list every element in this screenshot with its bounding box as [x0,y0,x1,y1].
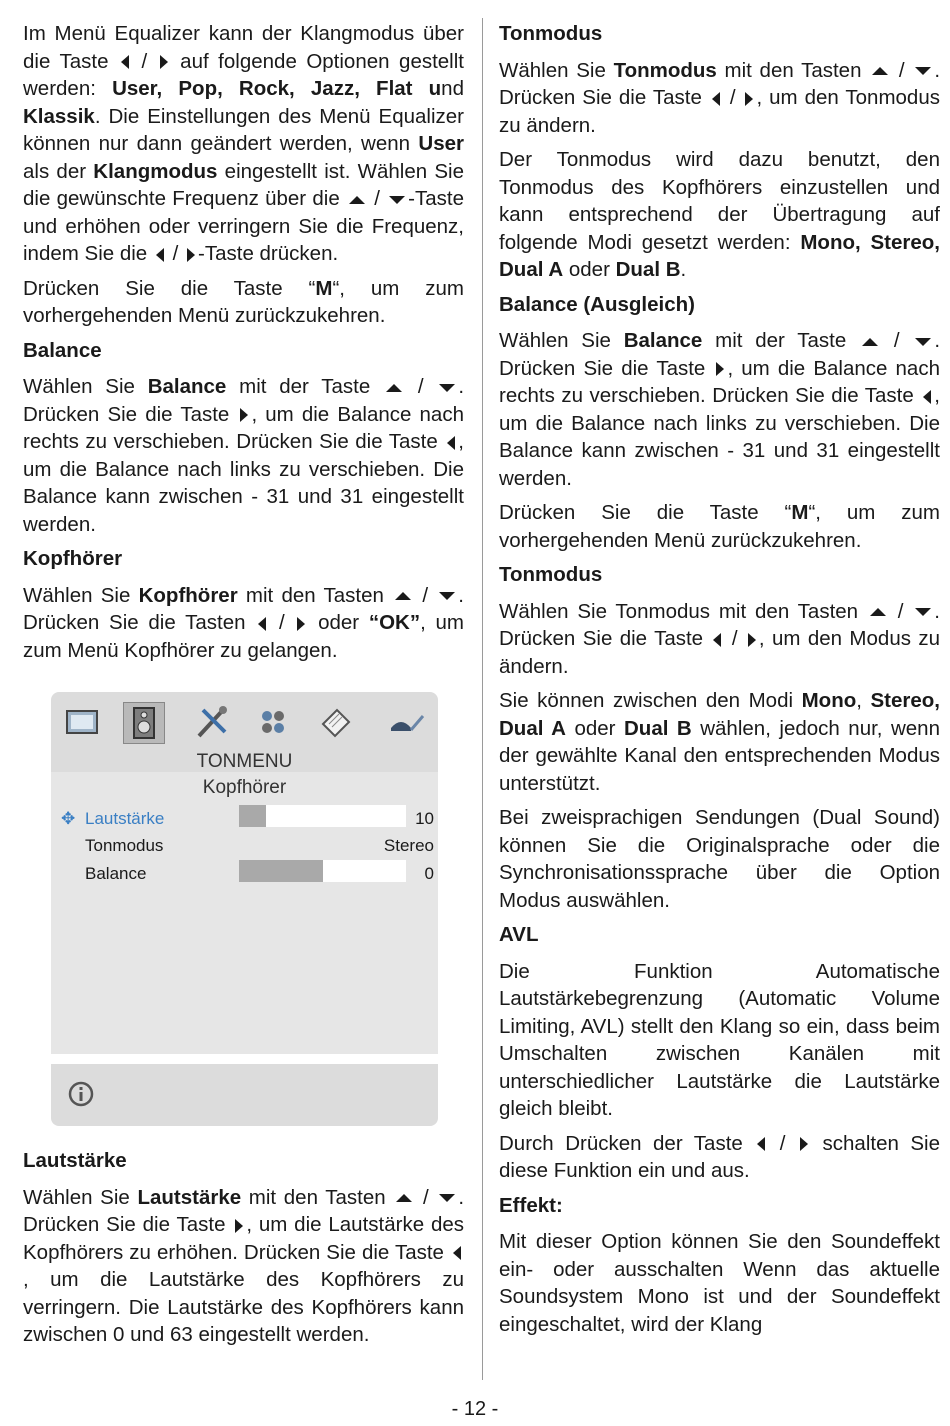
tonmodus-heading: Tonmodus [499,22,603,45]
right-arrow-icon [748,633,756,647]
picture-icon[interactable] [63,702,103,742]
left-arrow-icon [923,390,931,404]
effekt-heading: Effekt: [499,1193,563,1217]
move-cross-icon: ✥ [61,809,76,828]
page-number: - 12 - [451,1398,499,1420]
up-arrow-icon [349,196,365,204]
menu-row-balance[interactable]: Balance 0 [51,860,438,884]
left-arrow-icon [258,617,266,631]
volume-slider[interactable] [239,805,406,827]
menu-info-bar [51,1064,438,1126]
left-arrow-icon [121,55,129,69]
left-arrow-icon [712,92,720,106]
settings-icon[interactable] [387,702,427,742]
balance-paragraph: Wählen Sie Balance mit der Taste / . Drücken Sie die Taste , um die Balance nach rechts zu verschieben. Drücken Sie die Taste , um die Balance nach links zu verschieben. Die Balance kann zwischen - 31 und 31 eingestellt werden. [23,375,465,536]
lautstaerke-heading: Lautstärke [23,1149,127,1172]
up-arrow-icon [862,338,878,346]
volume-slider-fill [239,805,266,827]
column-divider [482,18,483,1380]
tonmodus-heading-2: Tonmodus [499,563,603,586]
left-arrow-icon [156,248,164,262]
tonmodus-paragraph: Wählen Sie Tonmodus mit den Tasten / . Drücken Sie die Taste / , um den Tonmodus zu ändern. [499,58,941,137]
up-arrow-icon [386,384,402,392]
balance-ausgleich-heading: Balance (Ausgleich) [499,292,695,316]
right-arrow-icon [745,92,753,106]
info-icon [67,1080,95,1108]
tonmodus-value: Stereo [383,836,434,855]
up-arrow-icon [395,592,411,600]
source-icon[interactable] [315,702,355,742]
avl-heading: AVL [499,923,539,946]
return-paragraph: Drücken Sie die Taste “M“, um zum vorhergehenden Menü zurückzukehren. [23,276,464,327]
right-arrow-icon [297,617,305,631]
balance-slider[interactable] [239,860,406,882]
balance-ausgleich-paragraph: Wählen Sie Balance mit der Taste / . Drücken Sie die Taste , um die Balance nach rechts zu verschieben. Drücken Sie die Taste , um die Balance nach links zu verschieben. Die Balance kann zwischen - 31 und 31 eingestellt werden. [499,329,941,490]
menu-title: TONMENU [196,751,293,772]
balance-value: 0 [424,864,434,883]
balance-slider-fill [239,860,323,882]
down-arrow-icon [915,608,931,616]
dual-sound-paragraph: Bei zweisprachigen Sendungen (Dual Sound) können Sie die Originalsprache oder die Synchronisationssprache über die Option Modus auswählen. [499,806,940,912]
right-arrow-icon [240,408,248,422]
down-arrow-icon [915,67,931,75]
down-arrow-icon [439,592,455,600]
avl-paragraph: Die Funktion Automatische Lautstärkebegrenzung (Automatic Volume Limiting, AVL) stellt den Klang so ein, dass beim Umschalten zwischen Kanälen mit unterschiedlicher Lautstärke die Lautstärke gleich bleibt. [499,959,940,1120]
up-arrow-icon [870,608,886,616]
down-arrow-icon [439,384,455,392]
right-column [499,20,940,1345]
equalizer-paragraph: Im Menü Equalizer kann der Klangmodus über die Taste / auf folgende Optionen gestellt werden: User, Pop, Rock, Jazz, Flat und Klassik. Die Einstellungen des Menü Equalizer können nur dann geändert werden, wenn User als der Klangmodus eingestellt ist. Wählen Sie die gewünschte Frequenz über die / -Taste und erhöhen oder verringern Sie die Frequenz, indem Sie die / -Taste drücken. [23,22,464,265]
right-arrow-icon [187,248,195,262]
down-arrow-icon [915,338,931,346]
modi-paragraph: Sie können zwischen den Modi Mono, Stereo, Dual A oder Dual B wählen, jedoch nur, wenn der gewählte Kanal den entsprechenden Modus unterstützt. [499,689,940,795]
up-arrow-icon [396,1194,412,1202]
menu-row-lautstaerke[interactable]: ✥ Lautstärke 10 [51,805,438,829]
avl-toggle-paragraph: Durch Drücken der Taste / schalten Sie diese Funktion ein und aus. [499,1131,941,1182]
right-arrow-icon [235,1219,243,1233]
left-arrow-icon [757,1137,765,1151]
left-column-bottom [23,1147,464,1356]
volume-value: 10 [415,809,434,828]
left-arrow-icon [453,1246,461,1260]
right-arrow-icon [800,1137,808,1151]
right-arrow-icon [716,362,724,376]
left-column [23,20,464,671]
tonmodus-paragraph-2: Wählen Sie Tonmodus mit den Tasten / . Drücken Sie die Taste / , um den Modus zu ändern. [499,599,940,678]
left-arrow-icon [447,436,455,450]
left-arrow-icon [713,633,721,647]
install-icon[interactable] [253,702,293,742]
effekt-paragraph: Mit dieser Option können Sie den Soundeffekt ein- oder ausschalten Wenn das aktuelle Soundsystem Mono ist und der Soundeffekt eingeschaltet, wird der Klang [499,1230,940,1336]
sound-icon[interactable] [123,702,165,744]
kopfhoerer-paragraph: Wählen Sie Kopfhörer mit den Tasten / . Drücken Sie die Tasten / oder “OK”, um zum Menü Kopfhörer zu gelangen. [23,583,465,662]
menu-subtitle: Kopfhörer [202,777,287,798]
features-icon[interactable] [193,702,233,742]
tonmodus-desc-paragraph: Der Tonmodus wird dazu benutzt, den Tonmodus des Kopfhörers einzustellen und kann entsprechend der Übertragung auf folgende Modi gesetzt werden: Mono, Stereo, Dual A oder Dual B. [499,148,940,281]
down-arrow-icon [389,196,405,204]
down-arrow-icon [439,1194,455,1202]
tv-sound-menu [51,692,438,1126]
return-paragraph-right: Drücken Sie die Taste “M“, um zum vorhergehenden Menü zurückzukehren. [499,501,940,552]
menu-row-tonmodus[interactable]: Tonmodus Stereo [51,832,438,856]
right-arrow-icon [160,55,168,69]
balance-heading: Balance [23,338,102,362]
up-arrow-icon [872,67,888,75]
lautstaerke-paragraph: Wählen Sie Lautstärke mit den Tasten / . Drücken Sie die Taste , um die Lautstärke des Kopfhörers zu erhöhen. Drücken Sie die Taste , um die Lautstärke des Kopfhörers zu verringern. Die Lautstärke des Kopfhörers kann zwischen 0 und 63 eingestellt werden. [23,1185,465,1346]
kopfhoerer-heading: Kopfhörer [23,547,123,570]
